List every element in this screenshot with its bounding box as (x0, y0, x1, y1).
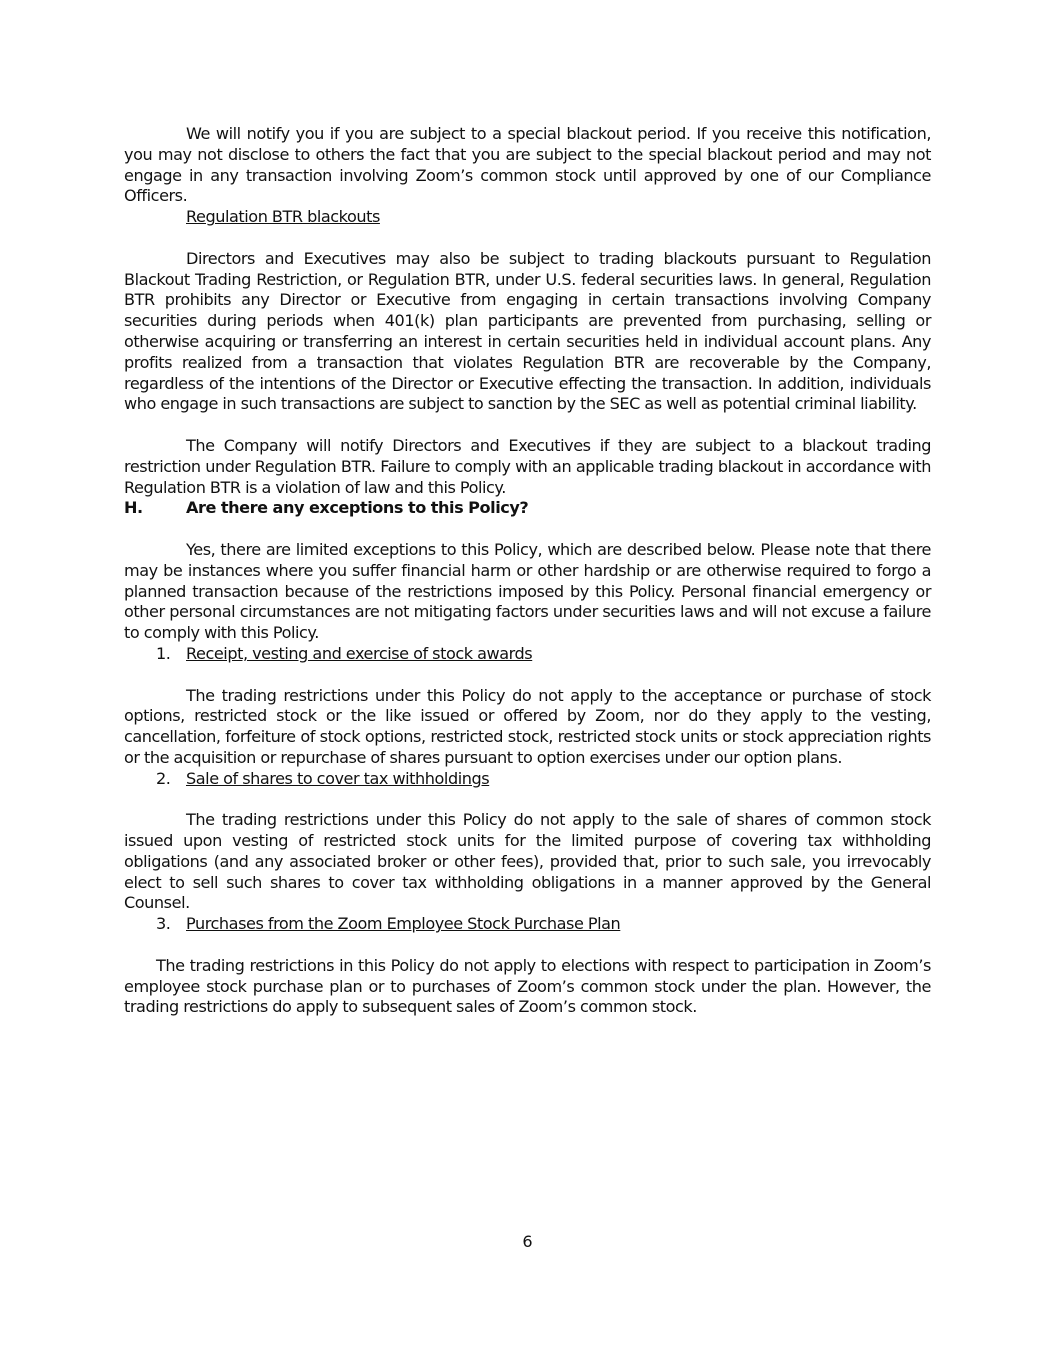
page-number: 6 (522, 1232, 533, 1251)
exception-item-3-text: The trading restrictions in this Policy do not apply to elections with respect to participation in Zoom’s employee stock purchase plan or to purchases of Zoom’s common stock under the plan. However, the trading restrictions do apply to subsequent sales of Zoom’s common stock. (124, 955, 931, 1017)
special-blackout-paragraph: We will notify you if you are subject to a special blackout period. If you receive this notification, you may not disclose to others the fact that you are subject to the special blackout period and may not engage in any transaction involving Zoom’s common stock until approved by one of our Compliance Officers. (124, 124, 931, 206)
regulation-btr-paragraph-2: The Company will notify Directors and Executives if they are subject to a blackout trading restriction under Regulation BTR. Failure to comply with an applicable trading blackout in accordance with Regulation BTR is a violation of law and this Policy. (124, 435, 931, 497)
exception-item-1-heading (124, 644, 931, 665)
exception-item-3-number: 3. (156, 914, 171, 934)
document-page (124, 124, 931, 1018)
exception-item-2-text: The trading restrictions under this Policy do not apply to the sale of shares of common stock issued upon vesting of restricted stock units for the limited purpose of covering tax withholding obligations (and any associated broker or other fees), provided that, prior to such sale, you irrevocably elect to sell such shares to cover tax withholding obligations in a manner approved by the General Counsel. (124, 810, 931, 913)
exception-item-1-label: Receipt, vesting and exercise of stock awards (186, 643, 533, 663)
exception-item-1-number: 1. (156, 643, 171, 663)
exception-item-2-label: Sale of shares to cover tax withholdings (186, 768, 490, 788)
section-h-heading (124, 498, 931, 519)
exception-item-3-heading (124, 914, 931, 935)
exception-item-2-number: 2. (156, 768, 171, 788)
exception-item-1-text: The trading restrictions under this Policy do not apply to the acceptance or purchase of stock options, restricted stock or the like issued or offered by Zoom, nor do they apply to the vesting, cancellation, forfeiture of stock options, restricted stock, restricted stock units or stock appreciation rights or the acquisition or repurchase of shares pursuant to option exercises under our option plans. (124, 685, 931, 767)
section-h-title: Are there any exceptions to this Policy? (186, 498, 529, 518)
regulation-btr-paragraph-1: Directors and Executives may also be subject to trading blackouts pursuant to Regulation Blackout Trading Restriction, or Regulation BTR, under U.S. federal securities laws. In general, Regulation BTR prohibits any Director or Executive from engaging in certain transactions involving Company securities during periods when 401(k) plan participants are prevented from purchasing, selling or otherwise acquiring or transferring an interest in certain securities held in individual account plans. Any profits realized from a transaction that violates Regulation BTR are recoverable by the Company, regardless of the intentions of the Director or Executive effecting the transaction. In addition, individuals who engage in such transactions are subject to sanction by the SEC as well as potential criminal liability. (124, 248, 931, 414)
section-h-letter: H. (124, 498, 143, 518)
exception-item-2-heading (124, 769, 931, 790)
section-h-intro: Yes, there are limited exceptions to this Policy, which are described below. Please note that there may be instances where you suffer financial harm or other hardship or are otherwise required to forgo a planned transaction because of the restrictions imposed by this Policy. Personal financial emergency or other personal circumstances are not mitigating factors under securities laws and will not excuse a failure to comply with this Policy. (124, 539, 931, 643)
exception-item-3-label: Purchases from the Zoom Employee Stock Purchase Plan (186, 914, 621, 934)
regulation-btr-heading: Regulation BTR blackouts (186, 207, 380, 227)
